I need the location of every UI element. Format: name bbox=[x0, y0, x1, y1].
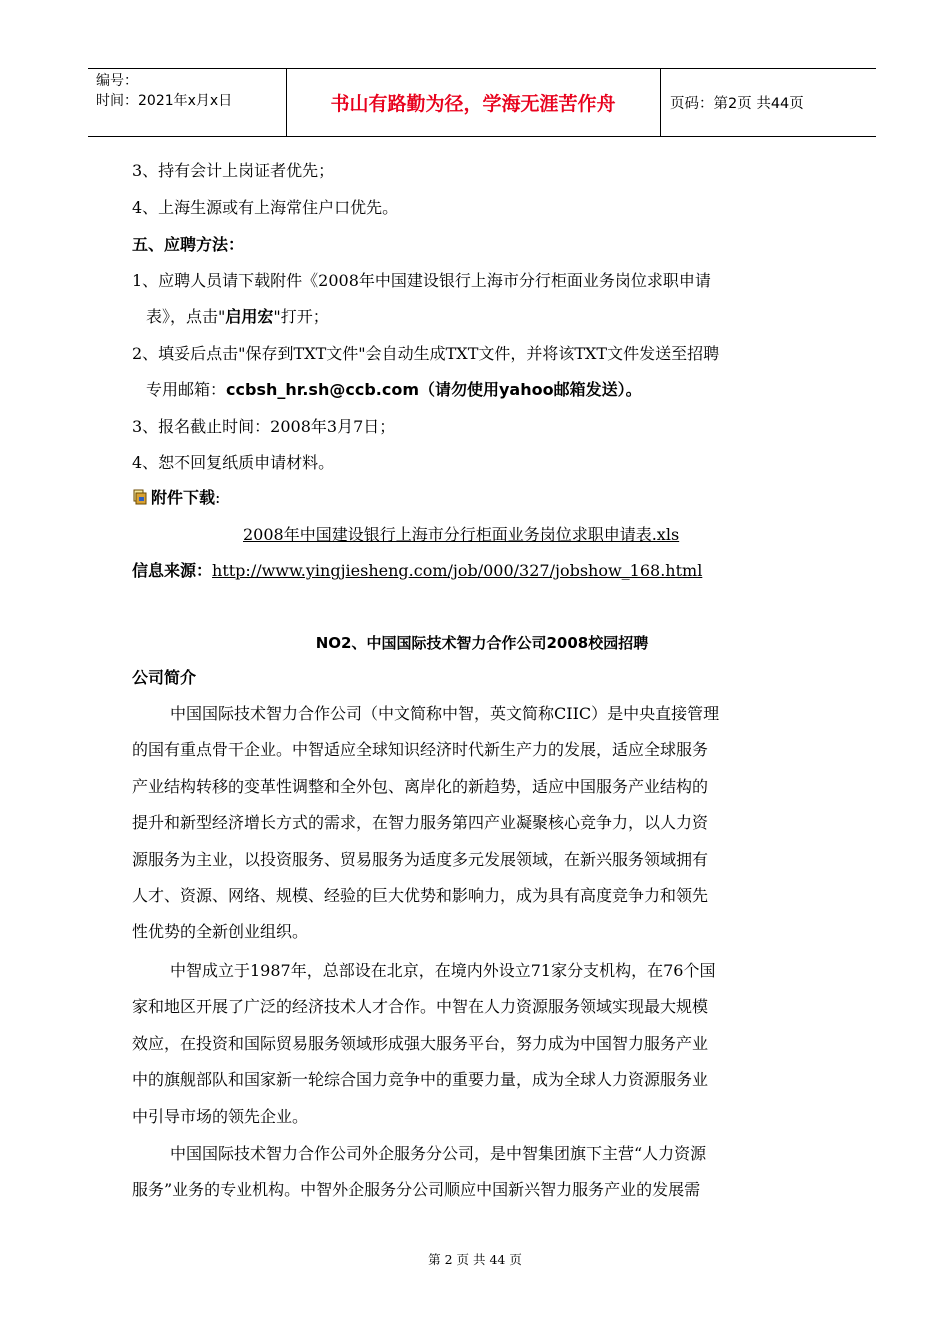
paragraph-line: 源服务为主业，以投资服务、贸易服务为适度多元发展领域，在新兴服务领域拥有 bbox=[132, 849, 709, 869]
method-1-line-2 bbox=[146, 306, 329, 328]
enable-macro-text: 启用宏 bbox=[225, 307, 274, 326]
intro-heading: 公司简介 bbox=[132, 668, 197, 687]
paragraph-line: 效应，在投资和国际贸易服务领域形成强大服务平台，努力成为中国智力服务产业 bbox=[132, 1033, 709, 1053]
source-row bbox=[132, 560, 702, 582]
attachment-row bbox=[132, 487, 220, 509]
paragraph-line: 服务”业务的专业机构。中智外企服务分公司顺应中国新兴智力服务产业的发展需 bbox=[132, 1180, 701, 1200]
method-3: 3、报名截止时间：2008年3月7日； bbox=[132, 417, 396, 436]
method-1-line-1: 1、应聘人员请下载附件《2008年中国建设银行上海市分行柜面业务岗位求职申请 bbox=[132, 271, 711, 290]
paragraph-line: 中国国际技术智力合作公司（中文简称中智，英文简称CIIC）是中央直接管理 bbox=[170, 704, 720, 723]
header-page-info: 页码：第2页 共44页 bbox=[670, 96, 804, 112]
method-2-line-2 bbox=[146, 379, 642, 401]
header-motto: 书山有路勤为径，学海无涯苦作舟 bbox=[330, 93, 616, 115]
email-label: 专用邮箱： bbox=[146, 380, 227, 399]
paragraph-line: 家和地区开展了广泛的经济技术人才合作。中智在人力资源服务领域实现最大规模 bbox=[132, 997, 709, 1017]
paragraph-line: 产业结构转移的变革性调整和全外包、离岸化的新趋势，适应中国服务产业结构的 bbox=[132, 776, 709, 796]
source-label: 信息来源： bbox=[132, 561, 213, 580]
page-footer: 第 2 页 共 44 页 bbox=[428, 1252, 522, 1267]
email-address: ccbsh_hr.sh@ccb.com bbox=[226, 380, 419, 399]
section-apply-method: 五、应聘方法： bbox=[132, 235, 245, 254]
page-header bbox=[88, 68, 876, 137]
paragraph-line: 人才、资源、网络、规模、经验的巨大优势和影响力，成为具有高度竞争力和领先 bbox=[132, 886, 709, 905]
paragraph-line: 中国国际技术智力合作公司外企服务分公司，是中智集团旗下主营“人力资源 bbox=[170, 1144, 707, 1163]
method-1-text: 表》，点击" bbox=[146, 307, 226, 326]
paragraph-line: 中智成立于1987年，总部设在北京，在境内外设立71家分支机构，在76个国 bbox=[170, 961, 716, 980]
email-note: （请勿使用yahoo邮箱发送）。 bbox=[419, 380, 642, 399]
requirement-4: 4、上海生源或有上海常住户口优先。 bbox=[132, 198, 399, 217]
attachment-icon bbox=[132, 489, 148, 505]
section-title: NO2、中国国际技术智力合作公司2008校园招聘 bbox=[315, 634, 649, 652]
source-url-link[interactable]: http://www.yingjiesheng.com/job/000/327/jobshow_168.html bbox=[212, 561, 703, 580]
paragraph-line: 提升和新型经济增长方式的需求，在智力服务第四产业凝聚核心竞争力，以人力资 bbox=[132, 813, 709, 833]
header-id-label: 编号： bbox=[96, 73, 138, 89]
paragraph-line: 性优势的全新创业组织。 bbox=[132, 922, 309, 942]
paragraph-line: 中引导市场的领先企业。 bbox=[132, 1106, 309, 1126]
attachment-file-link[interactable]: 2008年中国建设银行上海市分行柜面业务岗位求职申请表.xls bbox=[243, 525, 680, 544]
requirement-3: 3、持有会计上岗证者优先； bbox=[132, 161, 335, 180]
paragraph-line: 中的旗舰部队和国家新一轮综合国力竞争中的重要力量，成为全球人力资源服务业 bbox=[132, 1070, 709, 1090]
paragraph-line: 的国有重点骨干企业。中智适应全球知识经济时代新生产力的发展，适应全球服务 bbox=[132, 740, 709, 760]
attachment-colon: : bbox=[215, 488, 221, 507]
attachment-label: 附件下载 bbox=[151, 488, 216, 507]
method-1-text-end: "打开； bbox=[273, 307, 329, 326]
method-4: 4、恕不回复纸质申请材料。 bbox=[132, 453, 335, 472]
header-meta bbox=[96, 71, 232, 111]
header-time-label: 时间：2021年x月x日 bbox=[96, 93, 233, 109]
method-2-line-1: 2、填妥后点击"保存到TXT文件"会自动生成TXT文件，并将该TXT文件发送至招聘 bbox=[132, 344, 720, 363]
